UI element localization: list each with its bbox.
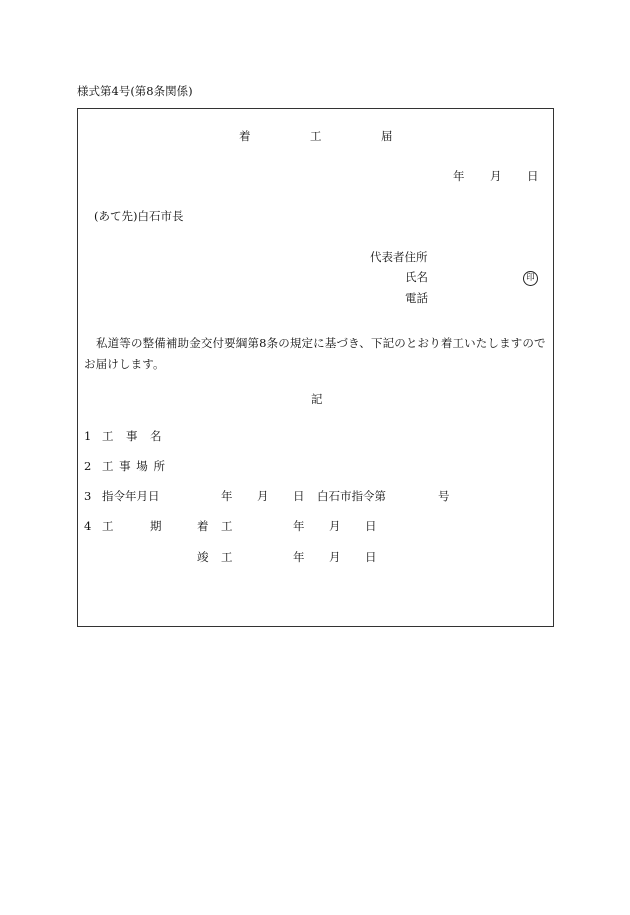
item-3-day-label: 日 [293,489,305,503]
item-3-month-label: 月 [257,489,269,503]
item-1-number: 1 [84,429,92,443]
title-char-3: 届 [381,129,393,143]
end-char-b: 工 [221,550,233,564]
name-label: 氏名 [405,270,428,284]
seal-mark [523,271,538,286]
end-month-label: 月 [329,550,341,564]
start-year-label: 年 [293,519,305,533]
form-number-label: 様式第4号(第8条関係) [77,84,193,98]
item-4-char-b: 期 [150,519,162,533]
item-3-year-label: 年 [221,489,233,503]
item-3-directive-ref: 白石市指令第 [317,489,386,503]
addressee: (あて先)白石市長 [94,209,184,223]
representative-address-label: 代表者住所 [370,250,428,264]
item-1-char-b: 事 [126,429,138,443]
item-2-number: 2 [84,459,92,473]
item-4-char-a: 工 [102,519,114,533]
date-month-label: 月 [490,169,502,183]
title-char-1: 着 [239,129,251,143]
body-paragraph: 私道等の整備補助金交付要綱第8条の規定に基づき、下記のとおり着工いたしますのでお届けします。 [84,336,546,371]
item-1-char-a: 工 [102,429,114,443]
item-3-label: 指令年月日 [102,489,160,503]
end-year-label: 年 [293,550,305,564]
phone-label: 電話 [405,291,428,305]
item-2-label: 工 事 場 所 [102,459,166,473]
seal-text: 印 [523,271,538,286]
end-day-label: 日 [365,550,377,564]
item-3-number: 3 [84,489,92,503]
date-year-label: 年 [453,169,465,183]
item-4-number: 4 [84,519,92,533]
item-3-go-label: 号 [438,489,450,503]
end-char-a: 竣 [197,550,209,564]
ki-heading: 記 [311,392,323,406]
start-char-b: 工 [221,519,233,533]
title-char-2: 工 [310,129,322,143]
start-day-label: 日 [365,519,377,533]
start-month-label: 月 [329,519,341,533]
item-1-char-c: 名 [150,429,162,443]
start-char-a: 着 [197,519,209,533]
date-day-label: 日 [527,169,539,183]
